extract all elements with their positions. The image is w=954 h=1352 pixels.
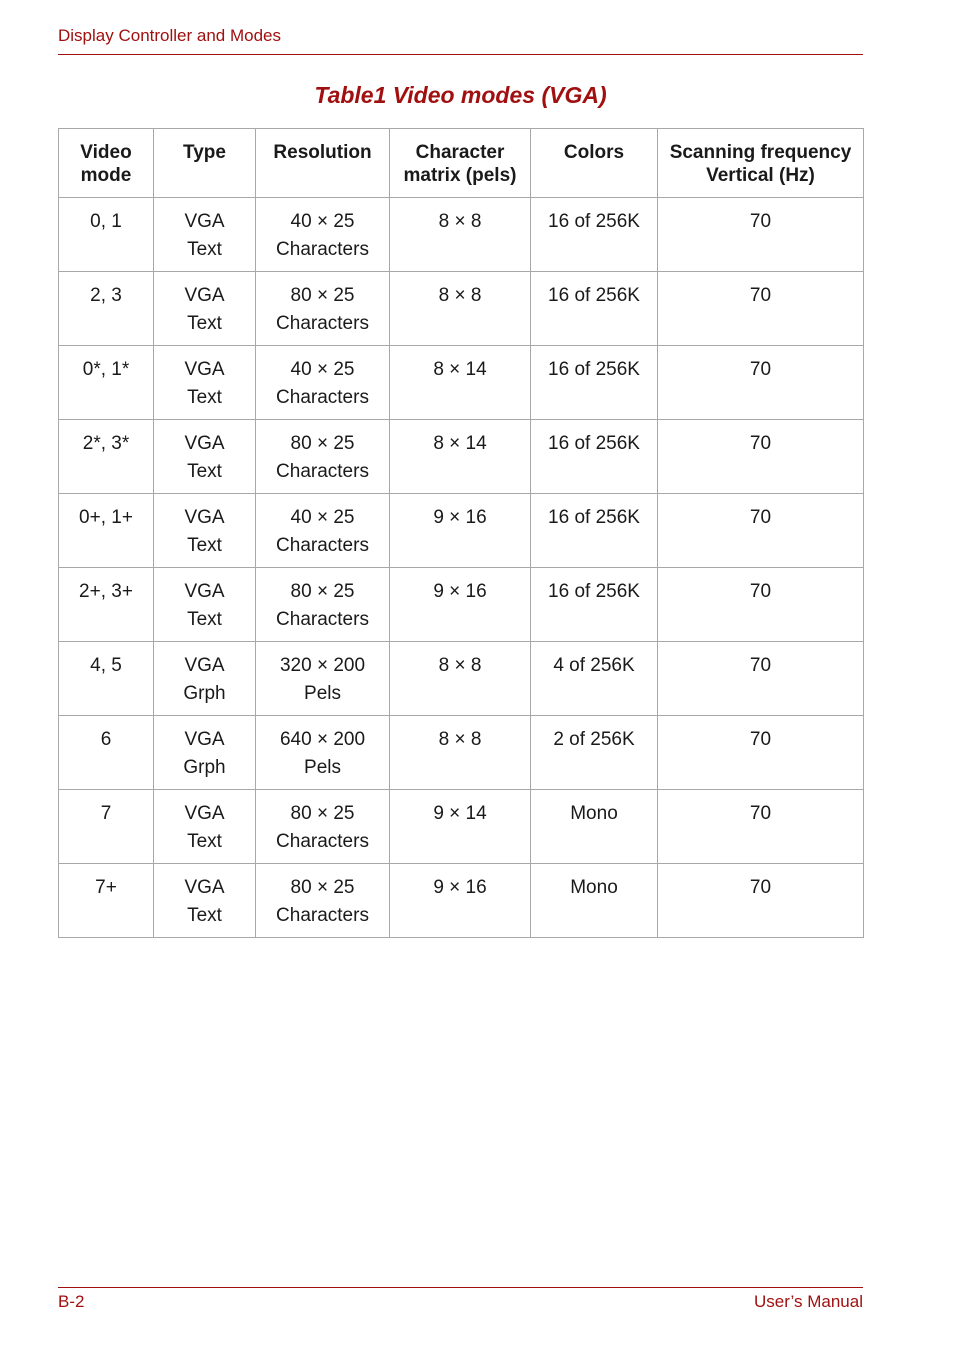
cell-colors (531, 790, 658, 864)
cell-line: 7+ (95, 877, 117, 898)
cell-line: Grph (183, 683, 226, 704)
cell-resolution (256, 272, 390, 346)
cell-video-mode (59, 864, 154, 938)
cell-line: Mono (570, 803, 618, 824)
header-line: matrix (pels) (403, 165, 517, 186)
cell-type (154, 716, 256, 790)
cell-line: Text (187, 535, 222, 556)
cell-colors (531, 420, 658, 494)
col-header-video-mode (59, 129, 154, 198)
cell-line: VGA (184, 655, 225, 676)
cell-resolution (256, 790, 390, 864)
cell-video-mode (59, 642, 154, 716)
cell-line: 4 of 256K (553, 655, 635, 676)
col-header-colors (531, 129, 658, 198)
cell-line: 8 × 8 (438, 211, 482, 232)
cell-line: 7 (100, 803, 112, 824)
cell-colors (531, 198, 658, 272)
cell-scanning-frequency (658, 494, 864, 568)
cell-line: Characters (276, 535, 369, 556)
cell-video-mode (59, 272, 154, 346)
cell-video-mode (59, 494, 154, 568)
cell-type (154, 420, 256, 494)
col-header-character-matrix (390, 129, 531, 198)
cell-video-mode (59, 716, 154, 790)
cell-video-mode (59, 790, 154, 864)
cell-line: 2+, 3+ (79, 581, 133, 602)
cell-line: 0*, 1* (82, 359, 130, 380)
footer-divider (58, 1287, 863, 1288)
header-line: Type (183, 142, 226, 163)
cell-video-mode (59, 198, 154, 272)
cell-line: 9 × 16 (433, 581, 487, 602)
cell-line: 40 × 25 (290, 507, 355, 528)
cell-line: VGA (184, 507, 225, 528)
cell-line: 2, 3 (90, 285, 122, 306)
running-header: Display Controller and Modes (58, 26, 281, 45)
header-line: Video (80, 142, 132, 163)
cell-line: Text (187, 313, 222, 334)
cell-type (154, 494, 256, 568)
cell-line: Text (187, 609, 222, 630)
table-row (59, 272, 864, 346)
cell-character-matrix (390, 568, 531, 642)
cell-scanning-frequency (658, 716, 864, 790)
cell-video-mode (59, 346, 154, 420)
cell-character-matrix (390, 420, 531, 494)
table-row (59, 346, 864, 420)
cell-character-matrix (390, 790, 531, 864)
cell-line: 6 (100, 729, 112, 750)
cell-resolution (256, 864, 390, 938)
cell-character-matrix (390, 346, 531, 420)
cell-line: 8 × 14 (433, 433, 487, 454)
cell-line: Mono (570, 877, 618, 898)
cell-resolution (256, 494, 390, 568)
cell-colors (531, 568, 658, 642)
cell-resolution (256, 420, 390, 494)
cell-type (154, 272, 256, 346)
cell-line: 16 of 256K (548, 359, 640, 380)
cell-scanning-frequency (658, 568, 864, 642)
cell-video-mode (59, 568, 154, 642)
cell-type (154, 346, 256, 420)
table-row (59, 716, 864, 790)
cell-line: 9 × 16 (433, 507, 487, 528)
table-header-row (59, 129, 864, 198)
table-row (59, 198, 864, 272)
cell-line: 2*, 3* (82, 433, 130, 454)
cell-line: VGA (184, 729, 225, 750)
table-row (59, 494, 864, 568)
cell-scanning-frequency (658, 864, 864, 938)
cell-resolution (256, 346, 390, 420)
cell-line: 640 × 200 (279, 729, 366, 750)
cell-resolution (256, 568, 390, 642)
cell-type (154, 790, 256, 864)
table-body (59, 198, 864, 938)
cell-line: Pels (304, 757, 341, 778)
cell-line: 0, 1 (90, 211, 122, 232)
cell-type (154, 568, 256, 642)
header-divider (58, 54, 863, 55)
page-number: B-2 (58, 1292, 85, 1311)
cell-line: 16 of 256K (548, 507, 640, 528)
cell-line: Characters (276, 313, 369, 334)
cell-line: 70 (749, 581, 772, 602)
cell-line: Characters (276, 831, 369, 852)
header-line: mode (80, 165, 132, 186)
cell-line: 9 × 16 (433, 877, 487, 898)
cell-line: 320 × 200 (279, 655, 366, 676)
cell-line: 70 (749, 359, 772, 380)
cell-line: VGA (184, 211, 225, 232)
cell-colors (531, 642, 658, 716)
cell-line: 70 (749, 285, 772, 306)
cell-scanning-frequency (658, 198, 864, 272)
cell-line: 0+, 1+ (79, 507, 133, 528)
cell-line: Text (187, 239, 222, 260)
cell-line: 70 (749, 655, 772, 676)
cell-line: 40 × 25 (290, 211, 355, 232)
video-modes-table (58, 128, 864, 938)
table-row (59, 568, 864, 642)
cell-line: Pels (304, 683, 341, 704)
cell-line: Text (187, 461, 222, 482)
cell-line: 8 × 8 (438, 655, 482, 676)
cell-line: 80 × 25 (290, 285, 355, 306)
cell-line: Characters (276, 461, 369, 482)
cell-line: 16 of 256K (548, 433, 640, 454)
cell-line: 80 × 25 (290, 581, 355, 602)
cell-scanning-frequency (658, 272, 864, 346)
table-row (59, 642, 864, 716)
cell-scanning-frequency (658, 790, 864, 864)
cell-line: Grph (183, 757, 226, 778)
cell-resolution (256, 716, 390, 790)
cell-line: Characters (276, 387, 369, 408)
cell-line: 8 × 14 (433, 359, 487, 380)
cell-line: Characters (276, 905, 369, 926)
cell-scanning-frequency (658, 420, 864, 494)
cell-line: 70 (749, 507, 772, 528)
cell-line: Text (187, 831, 222, 852)
cell-resolution (256, 642, 390, 716)
cell-colors (531, 272, 658, 346)
cell-type (154, 642, 256, 716)
header-line: Scanning frequency (669, 142, 852, 163)
cell-line: VGA (184, 877, 225, 898)
cell-line: VGA (184, 581, 225, 602)
cell-line: Text (187, 387, 222, 408)
cell-line: VGA (184, 433, 225, 454)
cell-character-matrix (390, 494, 531, 568)
cell-character-matrix (390, 272, 531, 346)
cell-character-matrix (390, 716, 531, 790)
cell-scanning-frequency (658, 642, 864, 716)
cell-line: 8 × 8 (438, 285, 482, 306)
manual-title: User’s Manual (754, 1292, 863, 1311)
cell-colors (531, 864, 658, 938)
cell-line: 40 × 25 (290, 359, 355, 380)
cell-line: 16 of 256K (548, 211, 640, 232)
cell-line: VGA (184, 359, 225, 380)
header-line: Colors (563, 142, 625, 163)
table-row (59, 864, 864, 938)
cell-line: Text (187, 905, 222, 926)
cell-video-mode (59, 420, 154, 494)
cell-line: 70 (749, 877, 772, 898)
cell-line: 16 of 256K (548, 285, 640, 306)
col-header-type (154, 129, 256, 198)
cell-line: 9 × 14 (433, 803, 487, 824)
cell-resolution (256, 198, 390, 272)
cell-line: 70 (749, 433, 772, 454)
cell-line: 8 × 8 (438, 729, 482, 750)
table-row (59, 790, 864, 864)
cell-colors (531, 716, 658, 790)
cell-line: 70 (749, 803, 772, 824)
cell-line: 70 (749, 211, 772, 232)
header-line: Resolution (273, 142, 372, 163)
col-header-resolution (256, 129, 390, 198)
cell-line: 70 (749, 729, 772, 750)
cell-type (154, 198, 256, 272)
cell-line: 4, 5 (90, 655, 122, 676)
cell-colors (531, 494, 658, 568)
cell-character-matrix (390, 864, 531, 938)
cell-line: VGA (184, 803, 225, 824)
cell-line: Characters (276, 239, 369, 260)
cell-line: VGA (184, 285, 225, 306)
table-caption: Table1 Video modes (VGA) (314, 82, 607, 108)
cell-line: 2 of 256K (553, 729, 635, 750)
cell-line: 80 × 25 (290, 877, 355, 898)
cell-line: 16 of 256K (548, 581, 640, 602)
cell-line: 80 × 25 (290, 433, 355, 454)
cell-line: 80 × 25 (290, 803, 355, 824)
cell-type (154, 864, 256, 938)
cell-scanning-frequency (658, 346, 864, 420)
cell-character-matrix (390, 198, 531, 272)
header-line: Vertical (Hz) (706, 165, 815, 186)
cell-line: Characters (276, 609, 369, 630)
cell-colors (531, 346, 658, 420)
header-line: Character (415, 142, 505, 163)
table-row (59, 420, 864, 494)
col-header-scanning-frequency (658, 129, 864, 198)
cell-character-matrix (390, 642, 531, 716)
